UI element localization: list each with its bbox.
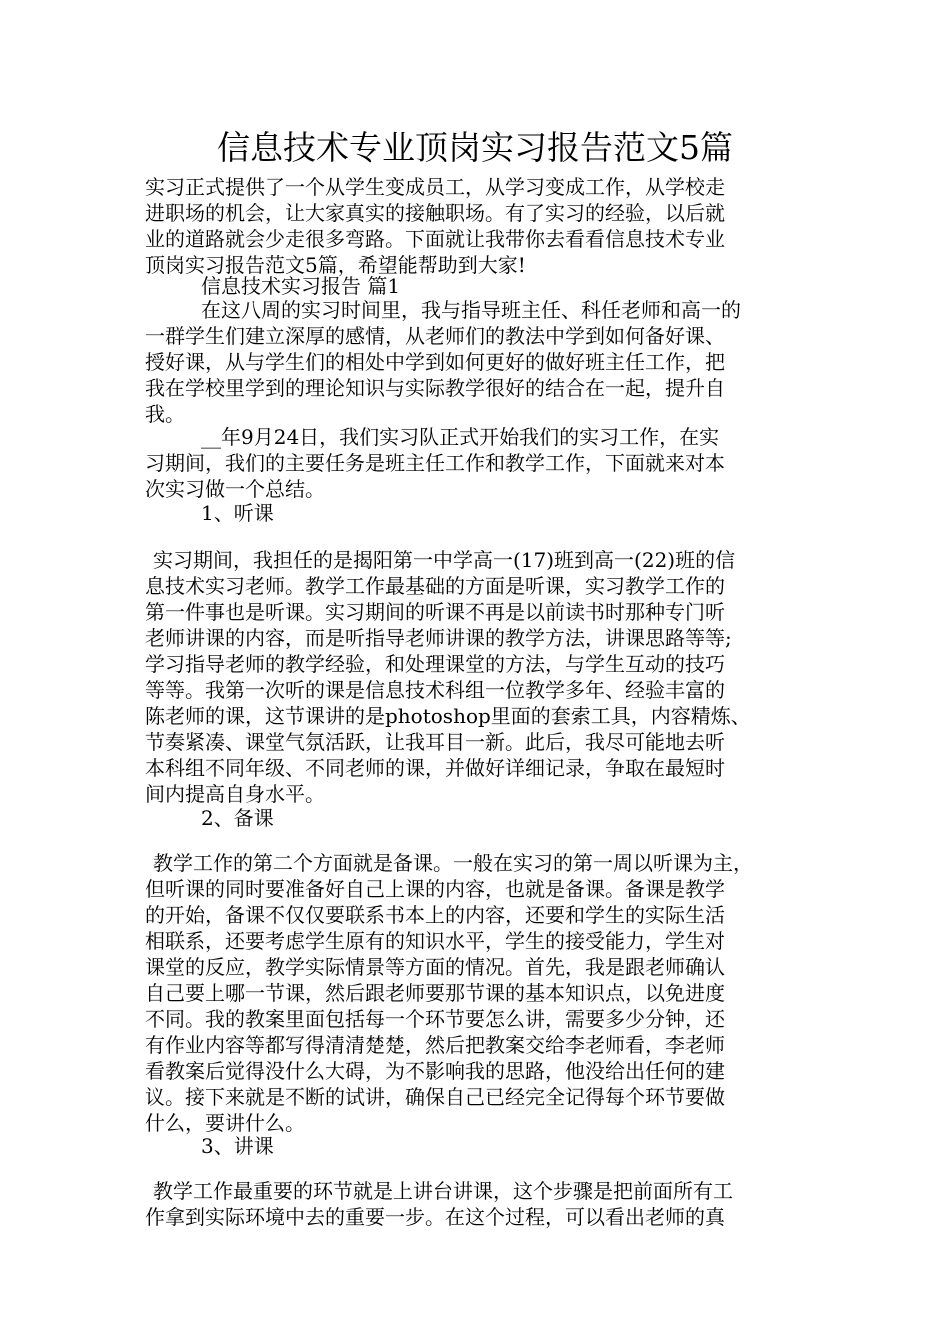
paragraph-line: 业的道路就会少走很多弯路。下面就让我带你去看看信息技术专业 — [145, 227, 725, 251]
paragraph-line: 相联系，还要考虑学生原有的知识水平，学生的接受能力，学生对 — [145, 929, 725, 953]
paragraph-line: 但听课的同时要准备好自己上课的内容，也就是备课。备课是教学 — [145, 877, 725, 901]
paragraph-line: 实习正式提供了一个从学生变成员工，从学习变成工作，从学校走 — [145, 175, 725, 199]
paragraph-line: 学习指导老师的教学经验，和处理课堂的方法，与学生互动的技巧 — [145, 652, 725, 676]
paragraph-line: 在这八周的实习时间里，我与指导班主任、科任老师和高一的 — [201, 298, 741, 322]
paragraph-line: 教学工作的第二个方面就是备课。一般在实习的第一周以听课为主， — [153, 851, 753, 875]
paragraph-line: 我在学校里学到的理论知识与实际教学很好的结合在一起，提升自 — [145, 376, 725, 400]
paragraph-line: 息技术实习老师。教学工作最基础的方面是听课，实习教学工作的 — [145, 574, 725, 598]
paragraph-line: 陈老师的课，这节课讲的是photoshop里面的套索工具，内容精炼、 — [145, 704, 751, 728]
paragraph-line: 老师讲课的内容，而是听指导老师讲课的教学方法，讲课思路等等; — [145, 626, 732, 650]
paragraph-line: 课堂的反应，教学实际情景等方面的情况。首先，我是跟老师确认 — [145, 955, 725, 979]
paragraph-line: 一群学生们建立深厚的感情，从老师们的教法中学到如何备好课、 — [145, 324, 725, 348]
paragraph-line: 实习期间，我担任的是揭阳第一中学高一(17)班到高一(22)班的信 — [153, 548, 736, 572]
paragraph-line: 本科组不同年级、不同老师的课，并做好详细记录，争取在最短时 — [145, 756, 725, 780]
document-title: 信息技术专业顶岗实习报告范文5篇 — [217, 128, 733, 167]
paragraph-line: 授好课，从与学生们的相处中学到如何更好的做好班主任工作，把 — [145, 350, 725, 374]
paragraph-line: 什么，要讲什么。 — [145, 1111, 305, 1135]
paragraph-line: 间内提高自身水平。 — [145, 782, 325, 806]
paragraph-line: 进职场的机会，让大家真实的接触职场。有了实习的经验，以后就 — [145, 201, 725, 225]
paragraph-line: 第一件事也是听课。实习期间的听课不再是以前读书时那种专门听 — [145, 600, 725, 624]
paragraph-line: 次实习做一个总结。 — [145, 477, 325, 501]
paragraph-line: 作拿到实际环境中去的重要一步。在这个过程，可以看出老师的真 — [145, 1205, 725, 1229]
paragraph-line: 不同。我的教案里面包括每一个环节要怎么讲，需要多少分钟，还 — [145, 1007, 725, 1031]
paragraph-line: __年9月24日，我们实习队正式开始我们的实习工作，在实 — [201, 425, 720, 449]
paragraph-line: 的开始，备课不仅仅要联系书本上的内容，还要和学生的实际生活 — [145, 903, 725, 927]
paragraph-line: 自己要上哪一节课，然后跟老师要那节课的基本知识点，以免进度 — [145, 981, 725, 1005]
section-heading: 信息技术实习报告 篇1 — [201, 274, 401, 298]
section-heading: 2、备课 — [201, 806, 274, 830]
paragraph-line: 我。 — [145, 402, 185, 426]
paragraph-line: 看教案后觉得没什么大碍，为不影响我的思路，他没给出任何的建 — [145, 1059, 725, 1083]
section-heading: 3、讲课 — [201, 1134, 274, 1158]
paragraph-line: 教学工作最重要的环节就是上讲台讲课，这个步骤是把前面所有工 — [153, 1179, 733, 1203]
paragraph-line: 习期间，我们的主要任务是班主任工作和教学工作，下面就来对本 — [145, 451, 725, 475]
paragraph-line: 等等。我第一次听的课是信息技术科组一位教学多年、经验丰富的 — [145, 678, 725, 702]
paragraph-line: 议。接下来就是不断的试讲，确保自己已经完全记得每个环节要做 — [145, 1085, 725, 1109]
section-heading: 1、听课 — [201, 501, 274, 525]
paragraph-line: 顶岗实习报告范文5篇，希望能帮助到大家! — [145, 253, 526, 277]
paragraph-line: 有作业内容等都写得清清楚楚，然后把教案交给李老师看，李老师 — [145, 1033, 725, 1057]
paragraph-line: 节奏紧凑、课堂气氛活跃，让我耳目一新。此后，我尽可能地去听 — [145, 730, 725, 754]
